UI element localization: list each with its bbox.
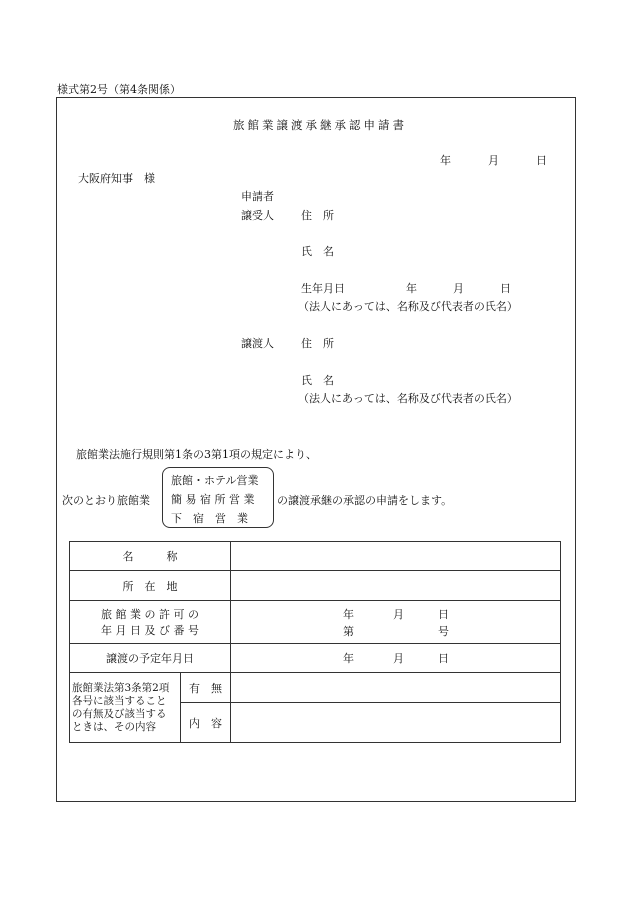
transfer-year: 年	[343, 652, 354, 665]
location-label: 所 在 地	[70, 571, 231, 601]
applicant-heading: 申請者	[241, 190, 274, 203]
transfer-day: 日	[438, 652, 449, 665]
permit-number-suffix: 号	[438, 625, 449, 638]
request-prefix: 次のとおり旅館業	[62, 494, 150, 507]
form-title: 旅館業譲渡承継承認申請書	[233, 118, 407, 132]
transferor-corporation-note: （法人にあっては、名称及び代表者の氏名）	[298, 392, 518, 405]
transferor-name-label: 氏 名	[301, 374, 334, 387]
transfer-month: 月	[393, 652, 404, 665]
permit-label-line: 年 月 日 及 び 番 号	[101, 624, 199, 637]
date-year: 年	[440, 154, 451, 167]
application-details-table	[69, 541, 561, 743]
addressee: 大阪府知事 様	[78, 172, 155, 185]
business-type-option: 旅館・ホテル営業	[171, 474, 259, 487]
permit-number-prefix: 第	[343, 625, 354, 638]
table-row	[70, 542, 561, 571]
business-type-option: 下 宿 営 業	[171, 512, 248, 525]
transferor-label: 譲渡人	[241, 337, 274, 350]
permit-year: 年	[343, 608, 354, 621]
birth-day: 日	[500, 282, 511, 295]
transfer-date-field[interactable]	[231, 644, 561, 673]
transfer-date-label: 譲渡の予定年月日	[70, 644, 231, 673]
birth-year: 年	[406, 282, 417, 295]
corporation-note: （法人にあっては、名称及び代表者の氏名）	[298, 300, 518, 313]
facility-name-label: 名 称	[70, 542, 231, 571]
article3-label-line: の有無及び該当する	[72, 707, 167, 720]
permit-day: 日	[438, 608, 449, 621]
article3-label-line: ときは、その内容	[72, 720, 156, 733]
birth-date-label: 生年月日	[301, 282, 345, 295]
transferee-name-label: 氏 名	[301, 245, 334, 258]
date-day: 日	[536, 154, 547, 167]
permit-label-line: 旅 館 業 の 許 可 の	[101, 608, 199, 621]
birth-month: 月	[453, 282, 464, 295]
content-field[interactable]	[231, 703, 561, 743]
content-label: 内 容	[181, 703, 231, 743]
permit-month: 月	[393, 608, 404, 621]
article3-label-line: 各号に該当すること	[72, 694, 167, 707]
request-suffix: の譲渡承継の承認の申請をします。	[277, 494, 453, 507]
form-number-label: 様式第2号（第4条関係）	[57, 83, 181, 96]
article3-label-line: 旅館業法第3条第2項	[72, 681, 170, 694]
transferee-address-label: 住 所	[301, 209, 334, 222]
date-month: 月	[488, 154, 499, 167]
table-row	[70, 644, 561, 673]
transferor-address-label: 住 所	[301, 337, 334, 350]
presence-label: 有 無	[181, 673, 231, 703]
presence-field[interactable]	[231, 673, 561, 703]
facility-name-field[interactable]	[231, 542, 561, 571]
transferee-label: 譲受人	[241, 209, 274, 222]
table-row	[70, 601, 561, 644]
permit-date-number-field[interactable]	[231, 601, 561, 644]
table-row	[70, 673, 561, 703]
regulation-clause: 旅館業法施行規則第1条の3第1項の規定により、	[76, 448, 317, 461]
business-type-option: 簡 易 宿 所 営 業	[171, 493, 255, 506]
article3-applicability-label	[70, 673, 181, 743]
permit-date-number-label	[70, 601, 231, 644]
location-field[interactable]	[231, 571, 561, 601]
table-row	[70, 571, 561, 601]
